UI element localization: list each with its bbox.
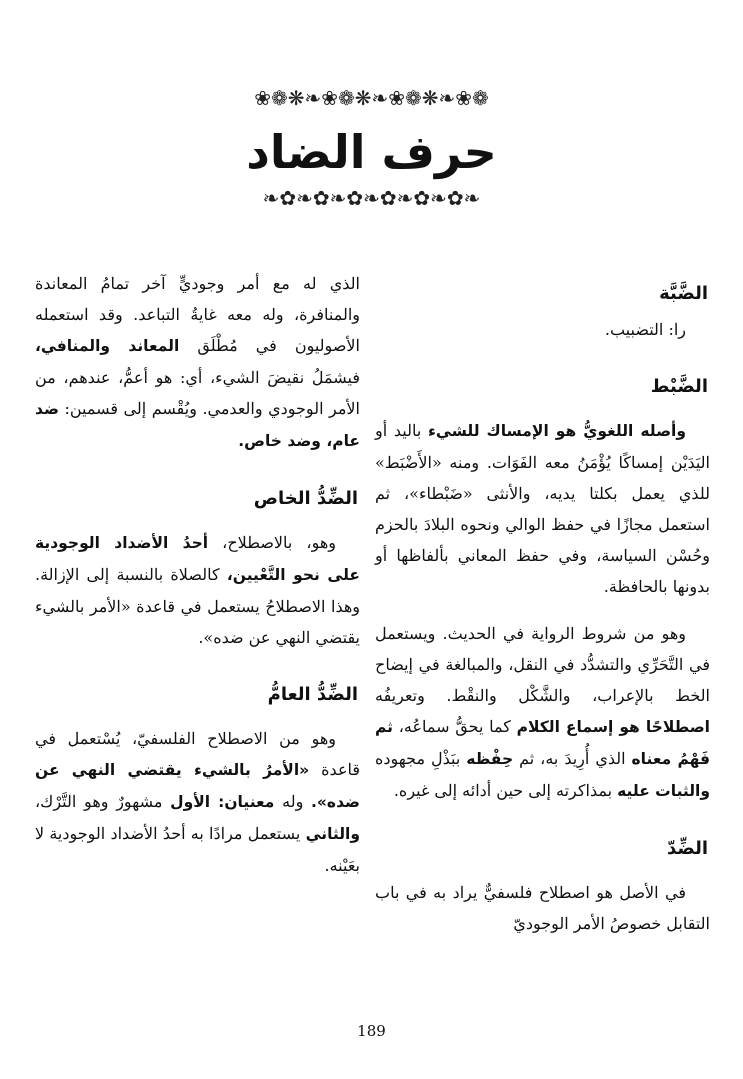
- bold-phrase: حِفْظه: [466, 750, 514, 768]
- text-span: وهو من الاصطلاح الفلسفيّ، يُسْتعمل في قاعدة: [35, 729, 361, 779]
- entry-title-dabt: الضَّبْط: [650, 376, 708, 397]
- bold-phrase: المعاند والمنافي،: [35, 337, 180, 355]
- text-span: كما يحقُّ سماعُه،: [398, 717, 511, 736]
- text-span: وهو من شروط الرواية في الحديث. ويستعمل في التَّحَرِّي والتشدُّد في النقل، والمبالغة في إيضاح الخط بالإعراب، والشَّكْل والنقْط. وتعريفُه: [375, 624, 710, 705]
- entry-text-dabt-p1: [375, 415, 710, 602]
- bold-phrase: وأصله اللغويُّ هو الإمساك للشيء: [427, 422, 686, 440]
- chapter-title: حرف الضاد: [246, 125, 497, 179]
- text-span: وهو، بالاصطلاح،: [222, 533, 336, 552]
- bold-phrase: معنيان: الأول: [170, 793, 275, 811]
- bold-phrase: اصطلاحًا هو إسماع الكلام: [516, 718, 710, 736]
- entry-text-didd: في الأصل هو اصطلاح فلسفيٌّ يراد به في باب التقابل خصوصُ الأمر الوجوديّ: [375, 883, 710, 933]
- entry-text-didd-khass: [35, 527, 360, 653]
- bold-phrase: والثبات عليه: [617, 782, 710, 800]
- bottom-ornament: ❧✿❧✿❧✿❧✿❧✿❧✿❧: [262, 186, 481, 210]
- entry-text-dabt-p2: [375, 618, 710, 807]
- text-span: كالصلاة بالنسبة إلى الإزالة. وهذا الاصطلاحُ يستعمل في قاعدة «الأمر بالشيء يقتضي النهي عن ضده».: [35, 565, 360, 647]
- text-span: مشهورٌ وهو التَّرْك،: [35, 792, 163, 811]
- text-span: يستعمل مرادًا به أحدُ الأضداد الوجودية لا بعَيْنه.: [35, 824, 360, 875]
- bold-phrase: ثم فَهْمُ معناه: [375, 718, 710, 768]
- text-span: بمذاكرته إلى حين أدائه إلى غيره.: [393, 781, 613, 800]
- text-span: باليد أو اليَدَيْن إمساكًا يُؤْمَنُ معه الفَوَات. ومنه «الأَضْبَط» للذي يعمل بكلتا يديه، والأنثى «ضَبْطاء»، ثم استعمل مجازًا في حفظ الوالي ونحوه البلادَ بالحزم وحُسْن السياسة، وفي حفظ المعاني بألفاظها أو بدونها بالحافظة.: [375, 421, 710, 596]
- text-span: ببَذْلِ مجهوده: [375, 749, 461, 768]
- entry-text-didd-amm: [35, 723, 360, 881]
- right-column: [375, 268, 710, 939]
- text-span: الذي له مع أمر وجوديٍّ آخر تمامُ المعاندة والمنافرة، وله معه غايةُ التباعد. وقد استعمله الأصوليون في مُطْلَق: [35, 274, 360, 355]
- top-ornament: ❀❁❋❧❀❁❋❧❀❁❋❧❀❁: [254, 86, 489, 110]
- entry-title-didd-amm: الضِّدُّ العامُّ: [267, 684, 358, 705]
- left-column: [35, 268, 360, 881]
- text-span: فيشمَلُ نقيضَ الشيء، أي: هو أعمُّ، عندهم، من الأمر الوجودي والعدمي. ويُقْسم إلى قسمين:: [35, 368, 360, 418]
- bold-phrase: والثاني: [305, 825, 360, 843]
- page-number: 189: [357, 1022, 386, 1040]
- bold-phrase: ضد عام، وضد خاص.: [35, 400, 360, 450]
- text-span: الذي أُرِيدَ به، ثم: [519, 749, 626, 768]
- entry-title-didd-khass: الضِّدُّ الخاص: [253, 488, 358, 509]
- entry-text-dabba: را: التضبيب.: [604, 320, 686, 339]
- bold-phrase: أحدُ الأضداد الوجودية على نحو التَّعْيين،: [35, 534, 360, 584]
- continued-text: [35, 268, 360, 457]
- entry-title-dabba: الضَّبَّة: [659, 283, 708, 304]
- bold-phrase: «الأمرُ بالشيء يقتضي النهي عن ضده».: [35, 761, 361, 811]
- entry-title-didd: الضِّدّ: [666, 838, 708, 859]
- text-span: وله: [282, 792, 304, 811]
